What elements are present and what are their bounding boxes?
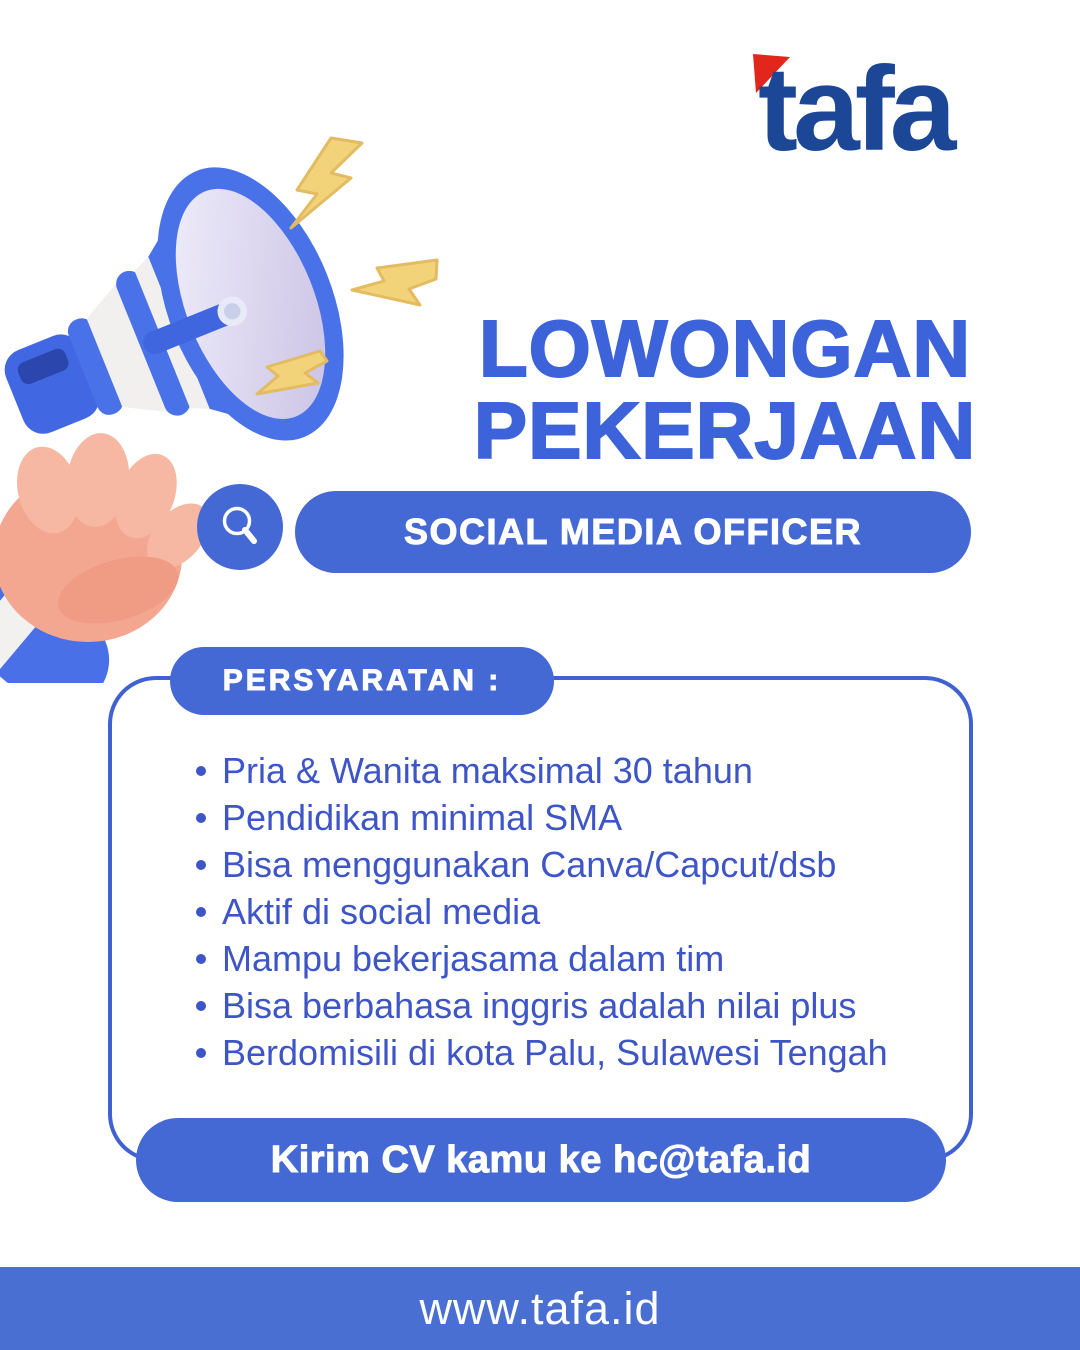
- send-cv-pill: [136, 1118, 946, 1202]
- brand-logo: [752, 34, 1052, 184]
- requirement-item: Berdomisili di kota Palu, Sulawesi Tengah: [222, 1029, 942, 1076]
- poster-title-line2: PEKERJAAN: [473, 386, 977, 475]
- requirement-item: Bisa berbahasa inggris adalah nilai plus: [222, 982, 942, 1029]
- magnifier-icon: [217, 504, 263, 550]
- requirement-item: Aktif di social media: [222, 888, 942, 935]
- job-title-pill: [295, 491, 971, 573]
- requirements-heading-label: PERSYARATAN :: [222, 664, 502, 697]
- hand: [0, 430, 221, 683]
- requirements-list: [222, 747, 942, 1076]
- requirement-item: Mampu bekerjasama dalam tim: [222, 935, 942, 982]
- requirement-item: Pria & Wanita maksimal 30 tahun: [222, 747, 942, 794]
- send-cv-label: Kirim CV kamu ke hc@tafa.id: [270, 1138, 812, 1181]
- requirement-item: Bisa menggunakan Canva/Capcut/dsb: [222, 841, 942, 888]
- footer-bar: [0, 1267, 1080, 1350]
- search-badge: [197, 484, 283, 570]
- logo-text: tafa: [758, 42, 952, 176]
- job-title-label: SOCIAL MEDIA OFFICER: [403, 511, 862, 552]
- poster-title: [400, 304, 1050, 475]
- poster-title-line1: LOWONGAN: [478, 304, 972, 393]
- requirements-heading-pill: [170, 647, 554, 715]
- requirement-item: Pendidikan minimal SMA: [222, 794, 942, 841]
- website-label: www.tafa.id: [419, 1282, 661, 1334]
